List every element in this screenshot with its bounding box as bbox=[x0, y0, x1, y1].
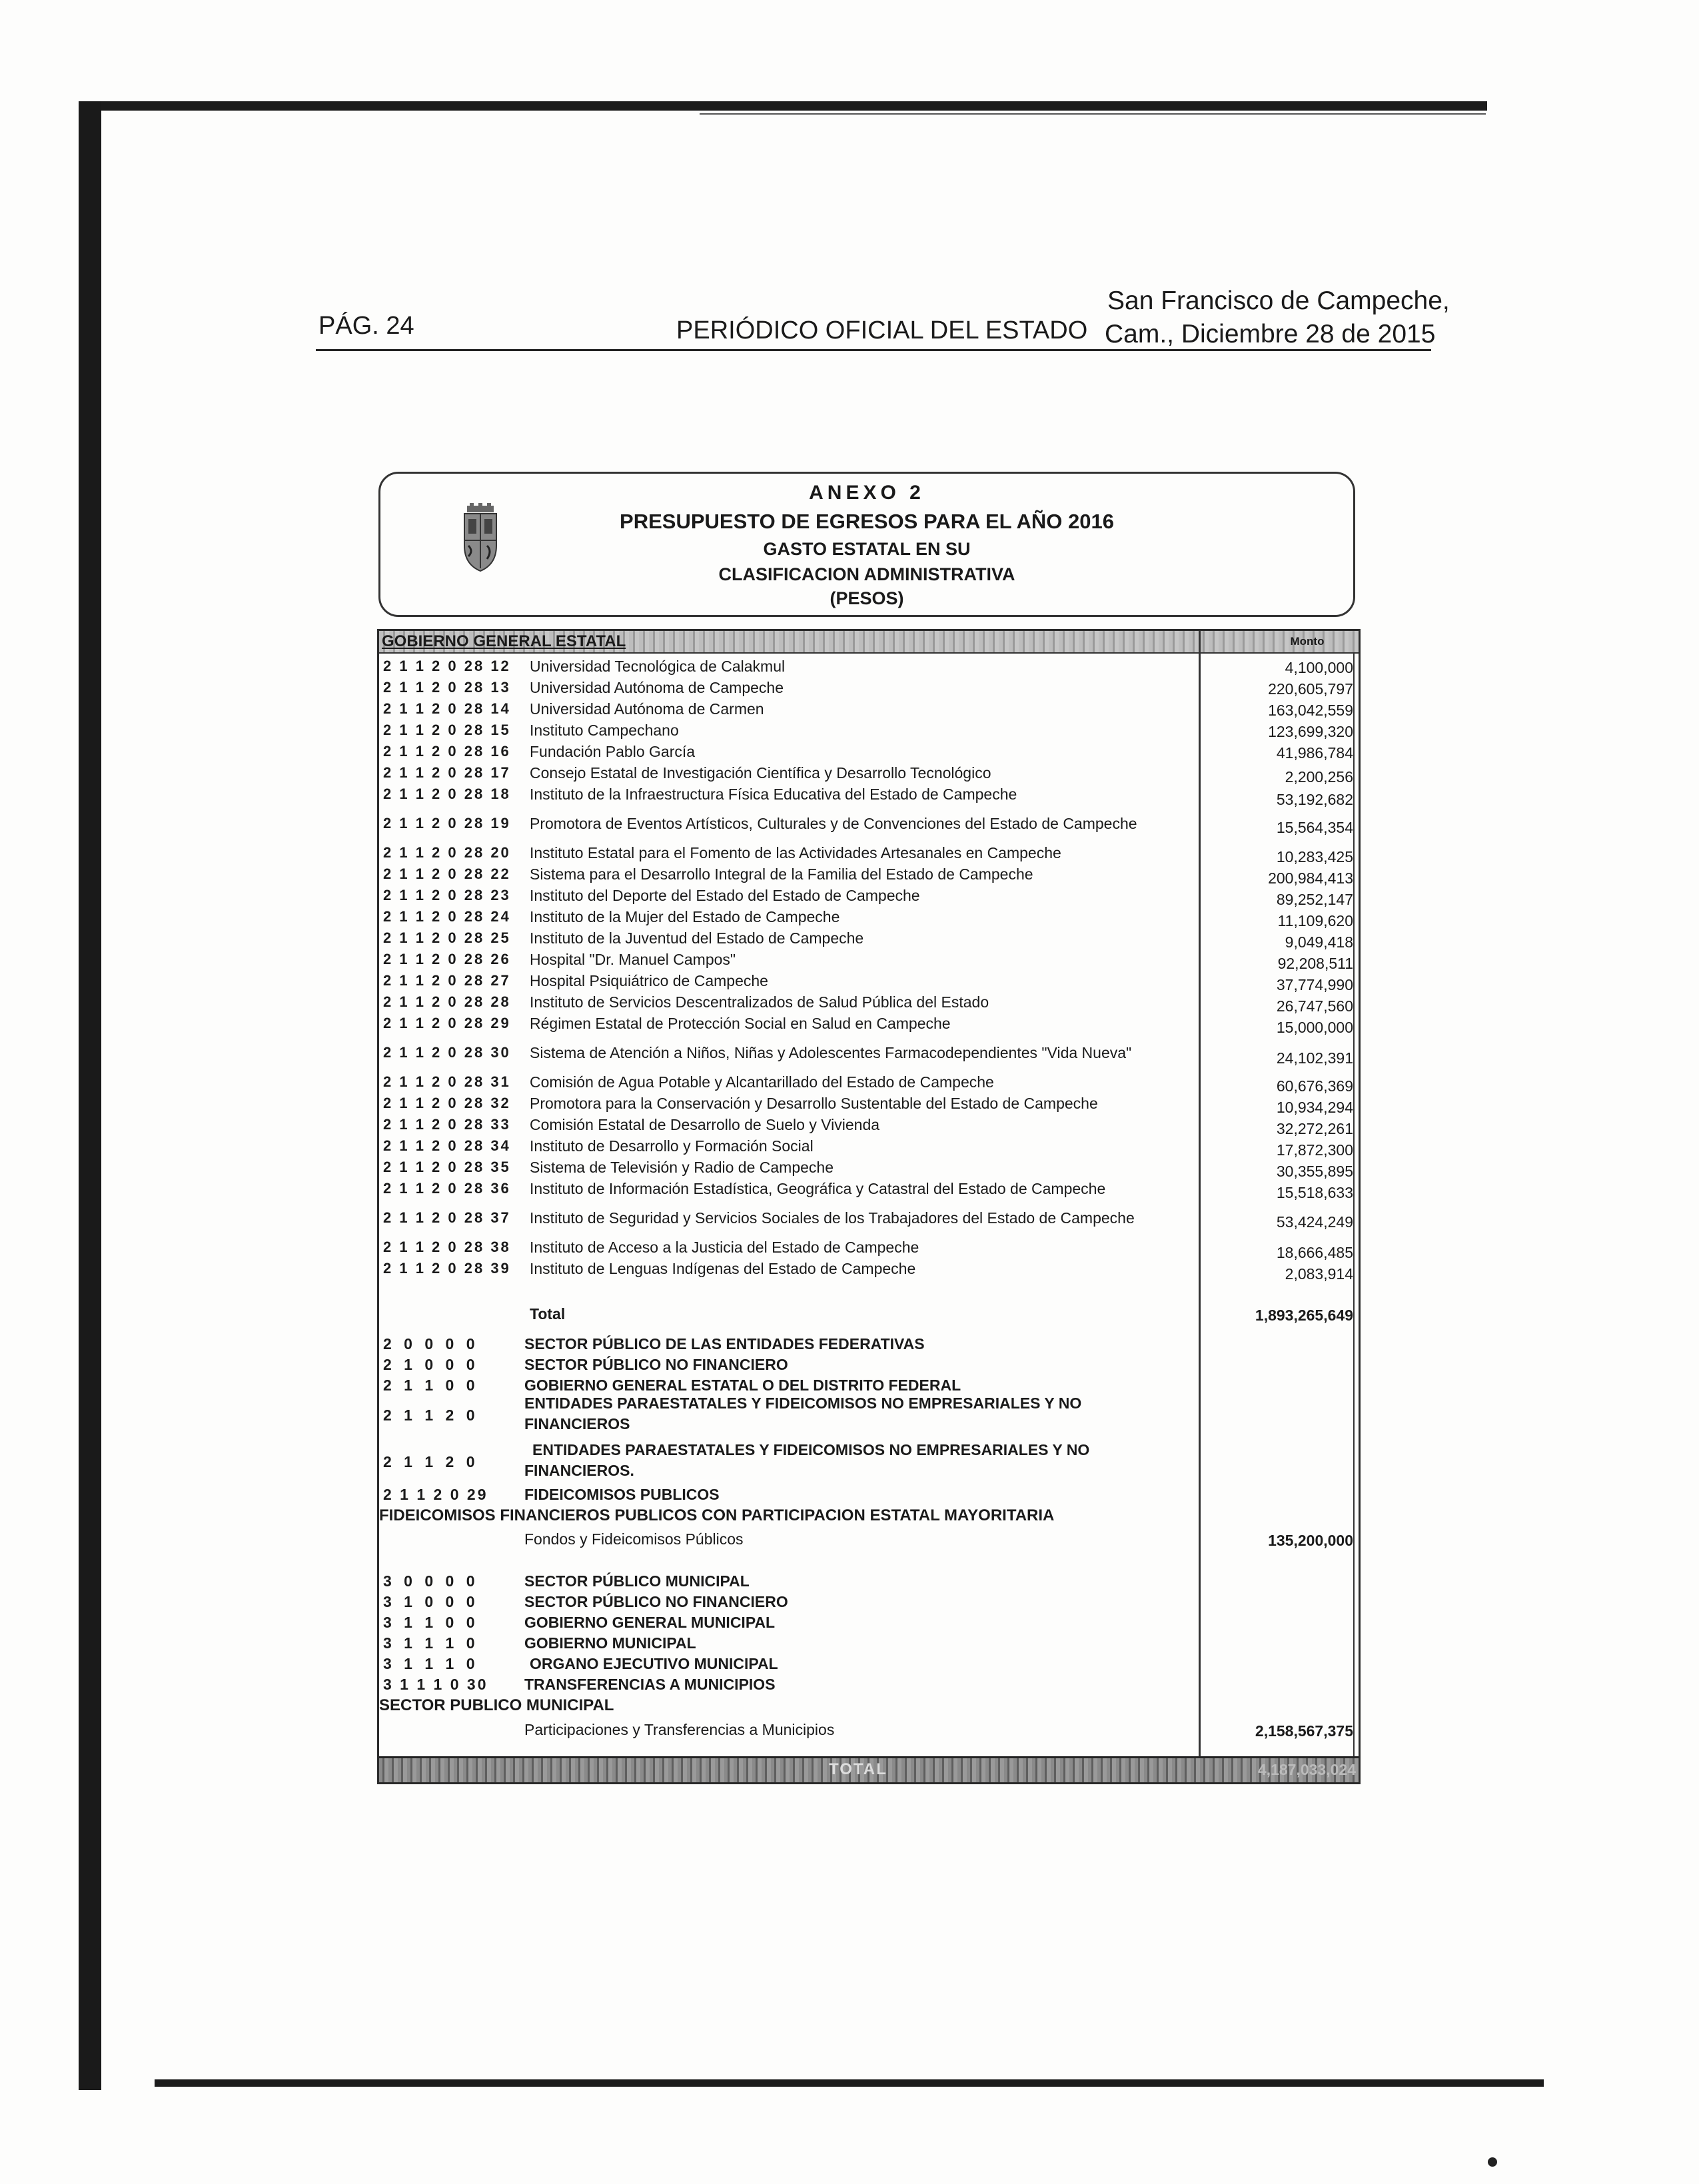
scan-edge-bottom bbox=[155, 2079, 1544, 2087]
table-header bbox=[379, 631, 1359, 654]
row-amount: 15,518,633 bbox=[1276, 1184, 1353, 1201]
row-code: 2 1 1 2 0 28 15 bbox=[383, 722, 511, 738]
row-entity-name: Sistema de Atención a Niños, Niñas y Adolescentes Farmacodependientes "Vida Nueva" bbox=[530, 1044, 1132, 1061]
title-line-5: (PESOS) bbox=[830, 588, 904, 608]
row-amount: 220,605,797 bbox=[1268, 680, 1353, 698]
table-row bbox=[379, 1043, 1199, 1063]
row-code: 2 1 1 2 0 28 27 bbox=[383, 972, 511, 989]
table-footer bbox=[379, 1756, 1359, 1782]
table-row bbox=[379, 656, 1199, 676]
row-entity-name: Comisión Estatal de Desarrollo de Suelo y Vivienda bbox=[530, 1116, 880, 1133]
header-rule bbox=[316, 349, 1431, 351]
row-amount: 41,986,784 bbox=[1276, 744, 1353, 762]
table-row bbox=[379, 1013, 1199, 1033]
date-line: Cam., Diciembre 28 de 2015 bbox=[1105, 320, 1436, 348]
row-entity-name: Instituto Estatal para el Fomento de las Actividades Artesanales en Campeche bbox=[530, 844, 1061, 861]
scan-edge-top bbox=[101, 101, 1487, 111]
row-amount: 123,699,320 bbox=[1268, 723, 1353, 740]
table-row bbox=[379, 678, 1199, 698]
row-amount: 92,208,511 bbox=[1277, 955, 1353, 972]
row-entity-name: Instituto de la Juventud del Estado de Campeche bbox=[530, 929, 864, 947]
row-entity-name: Instituto del Deporte del Estado del Estado de Campeche bbox=[530, 887, 920, 904]
row-code: 2 1 1 2 0 28 30 bbox=[383, 1044, 511, 1061]
row-amount: 32,272,261 bbox=[1276, 1120, 1353, 1137]
title-line-4: CLASIFICACION ADMINISTRATIVA bbox=[718, 564, 1015, 584]
amount-column-header: Monto bbox=[1290, 635, 1325, 648]
row-entity-name: Instituto de Servicios Descentralizados de Salud Pública del Estado bbox=[530, 993, 989, 1011]
row-amount: 18,666,485 bbox=[1276, 1244, 1353, 1261]
fondos-amount: 135,200,000 bbox=[1268, 1532, 1353, 1549]
row-entity-name: Instituto de la Mujer del Estado de Campeche bbox=[530, 908, 840, 925]
table-row bbox=[379, 864, 1199, 884]
row-code: 2 1 1 2 0 28 23 bbox=[383, 887, 511, 903]
row-amount: 26,747,560 bbox=[1276, 997, 1353, 1015]
scan-edge-left bbox=[79, 101, 101, 2090]
row-amount: 163,042,559 bbox=[1268, 702, 1353, 719]
row-amount: 10,283,425 bbox=[1276, 848, 1353, 865]
row-amount: 4,100,000 bbox=[1285, 659, 1353, 676]
row-entity-name: Universidad Autónoma de Carmen bbox=[530, 700, 764, 718]
row-code: 2 1 1 2 0 28 22 bbox=[383, 865, 511, 882]
budget-title: PRESUPUESTO DE EGRESOS PARA EL AÑO 2016 bbox=[620, 510, 1114, 533]
row-code: 2 1 1 2 0 28 29 bbox=[383, 1015, 511, 1031]
row-code: 2 1 1 2 0 28 20 bbox=[383, 844, 511, 861]
title-box bbox=[378, 472, 1355, 617]
row-entity-name: Promotora de Eventos Artísticos, Culturales y de Convenciones del Estado de Campeche bbox=[530, 815, 1137, 832]
table-row bbox=[379, 949, 1199, 969]
row-entity-name: Instituto de Lenguas Indígenas del Estado de Campeche bbox=[530, 1260, 916, 1277]
table-row bbox=[379, 699, 1199, 719]
fideicomisos-full-label: FIDEICOMISOS FINANCIEROS PUBLICOS CON PARTICIPACION ESTATAL MAYORITARIA bbox=[379, 1506, 1055, 1524]
row-code: 2 1 1 2 0 28 37 bbox=[383, 1209, 511, 1226]
row-amount: 15,564,354 bbox=[1276, 819, 1353, 836]
row-code: 2 1 1 2 0 28 26 bbox=[383, 951, 511, 967]
row-amount: 2,083,914 bbox=[1285, 1265, 1353, 1283]
table-row bbox=[379, 1259, 1199, 1279]
row-entity-name: Sistema para el Desarrollo Integral de la Familia del Estado de Campeche bbox=[530, 865, 1033, 883]
row-code: 2 1 1 2 0 28 13 bbox=[383, 679, 511, 696]
row-entity-name: Instituto de Información Estadística, Geográfica y Catastral del Estado de Campeche bbox=[530, 1180, 1106, 1197]
place-line: San Francisco de Campeche, bbox=[1107, 286, 1450, 315]
row-code: 2 1 1 2 0 28 38 bbox=[383, 1239, 511, 1255]
row-amount: 2,200,256 bbox=[1285, 768, 1353, 786]
row-code: 2 1 1 2 0 28 17 bbox=[383, 764, 511, 781]
participaciones-label: Participaciones y Transferencias a Municipios bbox=[524, 1721, 835, 1738]
row-code: 2 1 1 2 0 28 28 bbox=[383, 993, 511, 1010]
row-amount: 30,355,895 bbox=[1276, 1163, 1353, 1180]
row-entity-name: Universidad Autónoma de Campeche bbox=[530, 679, 784, 696]
row-amount: 200,984,413 bbox=[1268, 869, 1353, 887]
row-entity-name: Instituto de Acceso a la Justicia del Estado de Campeche bbox=[530, 1239, 919, 1256]
table-row bbox=[379, 928, 1199, 948]
row-entity-name: Fundación Pablo García bbox=[530, 743, 696, 760]
table-row bbox=[379, 907, 1199, 927]
budget-table: GOBIERNO GENERAL ESTATAL Monto 2 1 1 2 0 28 12 Universidad Tecnológica de Calakmul 4,100,000 2 1 1 2 0 28 13 Universidad Autónoma de Campeche 220,605,797 2 1 1 2 0 28 14 Universidad Autónoma de Carmen 163,042,559 2 1 1 2 0 28 15 Instituto Campechano 123,699,320 2 1 1 2 0 28 16 Fundación Pablo García 41,986,784 2 1 1 2 0 28 17 Consejo Estatal de Investigación Científica y Desarrollo Tecnológico 2,200,256 2 1 1 2 0 28 18 Instituto de la Infraestructura Física Educativa del Estado de Campeche 53,192,682 2 1 1 2 0 28 19 Promotora de Eventos Artísticos, Culturales y de Convenciones del Estado de Campeche 15,564,354 2 1 1 2 0 28 20 Instituto Estatal para el Fomento de las Actividades Artesanales en Campeche 10,283,425 2 1 1 2 0 28 22 Sistema para el Desarrollo Integral de la Familia del Estado de Campeche 200,984,413 2 1 1 2 0 28 23 Instituto del Deporte del Estado del Estado de Campeche 89,252,147 2 1 1 2 0 28 24 Instituto de la Mujer del Estado de Campeche 11,109,620 2 1 1 2 0 28 25 Instituto de la Juventud del Estado de Campeche 9,049,418 2 1 1 2 0 28 26 Hospital "Dr. Manuel Campos" 92,208,511 2 1 1 2 0 28 27 Hospital Psiquiátrico de Campeche 37,774,990 2 1 1 2 0 28 28 Instituto de Servicios Descentralizados de Salud Pública del Estado 26,747,560 2 1 1 2 0 28 29 Régimen Estatal de Protección Social en Salud en Campeche 15,000,000 2 1 1 2 0 28 30 Sistema de Atención a Niños, Niñas y Adolescentes Farmacodependientes "Vida Nueva" 24,102,391 2 1 1 2 0 28 31 Comisión de Agua Potable y Alcantarillado del Estado de Campeche 60,676,369 2 1 1 2 0 28 32 Promotora para la Conservación y Desarrollo Sustentable del Estado de Campeche 10,934,294 2 1 1 2 0 28 33 Comisión Estatal de Desarrollo de Suelo y Vivienda 32,272,261 2 1 1 2 0 28 34 Instituto de Desarrollo y Formación Social 17,872,300 2 1 1 2 0 28 35 Sistema de Televisión y Radio de Campeche 30,355,895 2 1 1 2 0 28 36 Instituto de Información Estadística, Geográfica y Catastral del Estado de Campeche 15,518,633 2 1 1 2 0 28 37 Instituto de Seguridad y Servicios Sociales de los Trabajadores del Estado de Campeche 53,424,249 2 1 1 2 0 28 38 Instituto de Acceso a la Justicia del Estado de Campeche 18,666,485 2 1 1 2 0 28 39 Instituto de Lenguas Indígenas del Estado de Campeche 2,083,914 Total 1,893,265,649 2 0 0 0 0 SECTOR PÚBLICO DE LAS ENTIDADES FEDERATIVAS 2 1 0 0 0 SECTOR PÚBLICO NO FINANCIERO 2 1 1 0 0 GOBIERNO GENERAL ESTATAL O DEL DISTRITO FEDERAL 2 1 1 2 0 ENTIDADES PARAESTATALES Y FIDEICOMISOS NO EMPRESARIALES Y NO FINANCIEROS 2 1 1 2 0 ENTIDADES PARAESTATALES Y FIDEICOMISOS NO EMPRESARIALES Y NO FINANCIEROS. 2 1 1 2 0 29 FIDEICOMISOS PUBLICOS FIDEICOMISOS FINANCIEROS PUBLICOS CON PARTICIPACION ESTATAL MAYORITARIA Fondos y Fideicomisos Públicos 135,200,000 3 0 0 0 0 SECTOR PÚBLICO MUNICIPAL 3 1 0 0 0 SECTOR PÚBLICO NO FINANCIERO 3 1 1 0 0 GOBIERNO GENERAL MUNICIPAL 3 1 1 1 0 GOBIERNO MUNICIPAL 3 1 1 1 0 ORGANO EJECUTIVO MUNICIPAL 3 1 1 1 0 30 TRANSFERENCIAS A MUNICIPIOS SECTOR PUBLICO MUNICIPAL Participaciones y Transferencias a Municipios 2,158,567,375 TOTAL 4,187,033,024 bbox=[377, 629, 1361, 1784]
row-entity-name: Hospital Psiquiátrico de Campeche bbox=[530, 972, 768, 989]
row-amount: 11,109,620 bbox=[1277, 912, 1353, 929]
row-entity-name: Instituto de Desarrollo y Formación Social bbox=[530, 1137, 814, 1155]
row-code: 2 1 1 2 0 28 34 bbox=[383, 1137, 511, 1154]
table-row bbox=[379, 1237, 1199, 1257]
subtotal-label: Total bbox=[530, 1305, 566, 1323]
row-code: 2 1 1 2 0 28 31 bbox=[383, 1073, 511, 1090]
row-code: 2 1 1 2 0 28 16 bbox=[383, 743, 511, 760]
column-divider-right bbox=[1353, 652, 1355, 1762]
page-number: PÁG. 24 bbox=[318, 312, 414, 340]
table-row bbox=[379, 885, 1199, 905]
row-code: 2 1 1 2 0 28 14 bbox=[383, 700, 511, 717]
row-amount: 53,424,249 bbox=[1276, 1213, 1353, 1231]
publication-name: PERIÓDICO OFICIAL DEL ESTADO bbox=[676, 316, 1088, 344]
subtotal-row bbox=[379, 1304, 1199, 1324]
sector-municipal-label: SECTOR PUBLICO MUNICIPAL bbox=[379, 1696, 614, 1714]
table-row bbox=[379, 843, 1199, 863]
scan-speck bbox=[1488, 2157, 1497, 2167]
row-code: 2 1 1 2 0 28 24 bbox=[383, 908, 511, 925]
table-row bbox=[379, 763, 1199, 783]
row-code: 2 1 1 2 0 28 18 bbox=[383, 786, 511, 802]
table-header-label: GOBIERNO GENERAL ESTATAL bbox=[382, 632, 626, 650]
title-line-3: GASTO ESTATAL EN SU bbox=[763, 539, 971, 559]
row-amount: 17,872,300 bbox=[1276, 1141, 1353, 1159]
row-entity-name: Hospital "Dr. Manuel Campos" bbox=[530, 951, 736, 968]
row-amount: 15,000,000 bbox=[1276, 1019, 1353, 1036]
row-entity-name: Régimen Estatal de Protección Social en Salud en Campeche bbox=[530, 1015, 951, 1032]
scan-edge-top-thin bbox=[700, 113, 1486, 115]
row-entity-name: Consejo Estatal de Investigación Científica y Desarrollo Tecnológico bbox=[530, 764, 991, 782]
grand-total-label: TOTAL bbox=[829, 1760, 887, 1778]
table-row bbox=[379, 1115, 1199, 1135]
row-code: 2 1 1 2 0 28 36 bbox=[383, 1180, 511, 1197]
row-code: 2 1 1 2 0 28 33 bbox=[383, 1116, 511, 1133]
table-row bbox=[379, 971, 1199, 991]
annex-label: ANEXO 2 bbox=[809, 482, 925, 504]
row-code: 2 1 1 2 0 28 35 bbox=[383, 1159, 511, 1175]
row-amount: 24,102,391 bbox=[1276, 1049, 1353, 1067]
table-row bbox=[379, 742, 1199, 762]
table-row bbox=[379, 992, 1199, 1012]
row-entity-name: Universidad Tecnológica de Calakmul bbox=[530, 658, 786, 675]
row-amount: 37,774,990 bbox=[1276, 976, 1353, 993]
row-entity-name: Instituto de la Infraestructura Física Educativa del Estado de Campeche bbox=[530, 786, 1017, 803]
row-amount: 53,192,682 bbox=[1276, 791, 1353, 808]
table-row bbox=[379, 720, 1199, 740]
fondos-label: Fondos y Fideicomisos Públicos bbox=[524, 1530, 744, 1548]
table-row bbox=[379, 784, 1199, 804]
column-divider bbox=[1199, 631, 1201, 1782]
table-row bbox=[379, 1157, 1199, 1177]
row-entity-name: Instituto Campechano bbox=[530, 722, 679, 739]
row-amount: 9,049,418 bbox=[1285, 933, 1353, 951]
row-entity-name: Promotora para la Conservación y Desarrollo Sustentable del Estado de Campeche bbox=[530, 1095, 1098, 1112]
table-row bbox=[379, 1179, 1199, 1199]
row-entity-name: Comisión de Agua Potable y Alcantarillado del Estado de Campeche bbox=[530, 1073, 994, 1091]
participaciones-amount: 2,158,567,375 bbox=[1255, 1722, 1353, 1740]
table-row bbox=[379, 1093, 1199, 1113]
subtotal-amount: 1,893,265,649 bbox=[1255, 1307, 1353, 1324]
table-row bbox=[379, 1136, 1199, 1156]
row-amount: 89,252,147 bbox=[1276, 891, 1353, 908]
table-row bbox=[379, 1072, 1199, 1092]
row-code: 2 1 1 2 0 28 12 bbox=[383, 658, 511, 674]
row-amount: 10,934,294 bbox=[1276, 1099, 1353, 1116]
row-entity-name: Sistema de Televisión y Radio de Campeche bbox=[530, 1159, 834, 1176]
table-row bbox=[379, 814, 1199, 833]
row-code: 2 1 1 2 0 28 25 bbox=[383, 929, 511, 946]
row-amount: 60,676,369 bbox=[1276, 1077, 1353, 1095]
row-entity-name: Instituto de Seguridad y Servicios Sociales de los Trabajadores del Estado de Campeche bbox=[530, 1209, 1135, 1227]
table-row bbox=[379, 1208, 1199, 1228]
grand-total-amount: 4,187,033,024 bbox=[1257, 1761, 1356, 1778]
row-code: 2 1 1 2 0 28 39 bbox=[383, 1260, 511, 1277]
row-code: 2 1 1 2 0 28 32 bbox=[383, 1095, 511, 1111]
row-code: 2 1 1 2 0 28 19 bbox=[383, 815, 511, 831]
